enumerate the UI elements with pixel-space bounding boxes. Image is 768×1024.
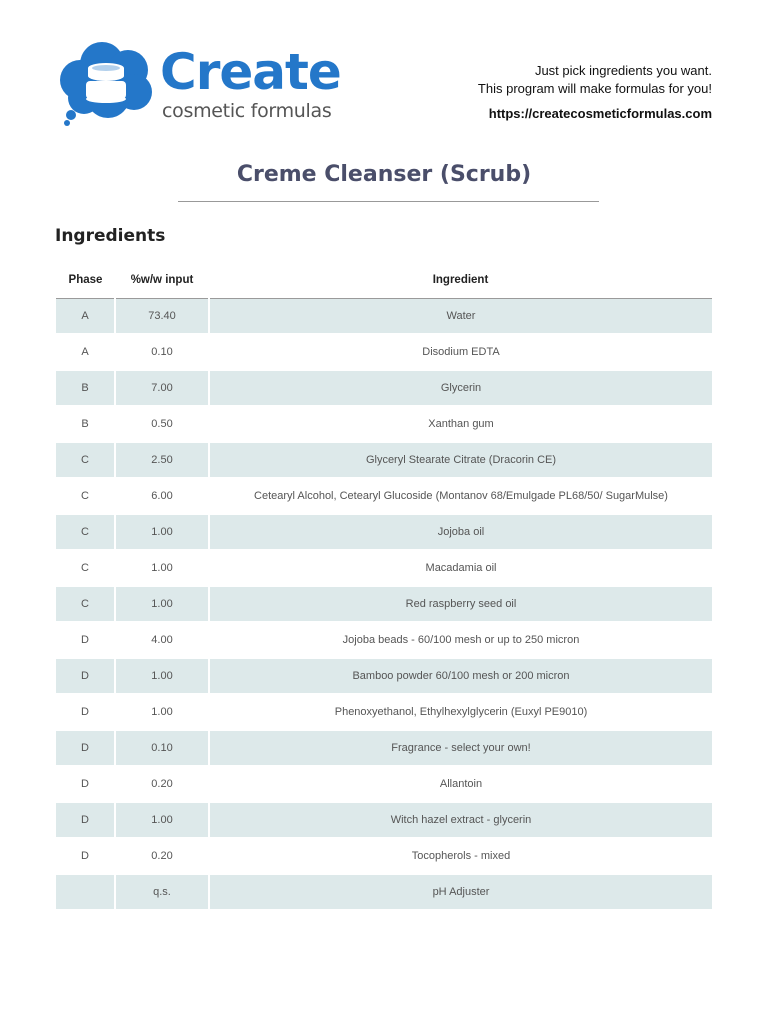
ingredient-cell: Jojoba beads - 60/100 mesh or up to 250 micron [209,622,712,658]
percent-cell: 6.00 [115,478,209,514]
ingredient-cell: Jojoba oil [209,514,712,550]
phase-cell: D [56,658,115,694]
cloud-jar-logo-icon [58,40,158,126]
table-row [56,514,712,550]
table-row [56,478,712,514]
percent-cell: 1.00 [115,586,209,622]
phase-cell: C [56,514,115,550]
phase-cell: B [56,406,115,442]
ingredient-cell: Glyceryl Stearate Citrate (Dracorin CE) [209,442,712,478]
phase-cell: B [56,370,115,406]
tagline-line-2: This program will make formulas for you! [477,81,712,96]
ingredient-cell: Water [209,299,712,335]
percent-cell: 1.00 [115,802,209,838]
title-divider [178,201,599,202]
percent-cell: 0.10 [115,730,209,766]
website-link[interactable]: https://createcosmeticformulas.com [488,106,712,121]
tagline-line-1: Just pick ingredients you want. [534,63,712,78]
phase-cell: C [56,550,115,586]
table-row [56,334,712,370]
ingredient-cell: Bamboo powder 60/100 mesh or 200 micron [209,658,712,694]
table-row [56,694,712,730]
ingredient-cell: Tocopherols - mixed [209,838,712,874]
phase-cell: D [56,838,115,874]
page-header [0,0,768,140]
phase-cell: D [56,694,115,730]
table-row [56,370,712,406]
brand-logo[interactable] [58,40,341,130]
ingredient-cell: Red raspberry seed oil [209,586,712,622]
ingredient-cell: Allantoin [209,766,712,802]
ingredient-cell: Fragrance - select your own! [209,730,712,766]
table-row [56,730,712,766]
percent-cell: 0.20 [115,766,209,802]
percent-cell: 1.00 [115,658,209,694]
phase-cell: D [56,766,115,802]
tagline [478,62,712,123]
table-row [56,766,712,802]
table-row [56,874,712,910]
ingredient-cell: pH Adjuster [209,874,712,910]
ingredient-cell: Witch hazel extract - glycerin [209,802,712,838]
ingredient-cell: Disodium EDTA [209,334,712,370]
table-body [56,299,712,911]
phase-cell: C [56,442,115,478]
table-row [56,586,712,622]
page-title: Creme Cleanser (Scrub) [236,162,532,187]
percent-cell: 7.00 [115,370,209,406]
phase-cell: D [56,730,115,766]
phase-cell: C [56,586,115,622]
percent-cell: 1.00 [115,694,209,730]
percent-cell: 2.50 [115,442,209,478]
ingredients-table [56,262,712,911]
phase-cell [56,874,115,910]
table-row [56,838,712,874]
ingredient-cell: Xanthan gum [209,406,712,442]
percent-cell: 0.50 [115,406,209,442]
table-row [56,299,712,335]
percent-cell: 0.10 [115,334,209,370]
table-row [56,658,712,694]
column-header-ingredient: Ingredient [209,262,712,299]
phase-cell: C [56,478,115,514]
table-row [56,802,712,838]
ingredient-cell: Glycerin [209,370,712,406]
phase-cell: D [56,802,115,838]
percent-cell: 1.00 [115,550,209,586]
brand-subtitle: cosmetic formulas [162,100,332,122]
brand-name: Create [160,43,341,101]
column-header-percent: %w/w input [115,262,209,299]
phase-cell: A [56,299,115,335]
percent-cell: 0.20 [115,838,209,874]
percent-cell: 4.00 [115,622,209,658]
ingredient-cell: Macadamia oil [209,550,712,586]
phase-cell: D [56,622,115,658]
percent-cell: 1.00 [115,514,209,550]
percent-cell: 73.40 [115,299,209,335]
table-row [56,550,712,586]
table-row [56,442,712,478]
ingredient-cell: Cetearyl Alcohol, Cetearyl Glucoside (Montanov 68/Emulgade PL68/50/ SugarMulse) [209,478,712,514]
table-row [56,622,712,658]
table-header-row [56,262,712,299]
table-row [56,406,712,442]
column-header-phase: Phase [56,262,115,299]
percent-cell: q.s. [115,874,209,910]
phase-cell: A [56,334,115,370]
ingredient-cell: Phenoxyethanol, Ethylhexylglycerin (Euxyl PE9010) [209,694,712,730]
section-heading-ingredients: Ingredients [55,226,166,246]
